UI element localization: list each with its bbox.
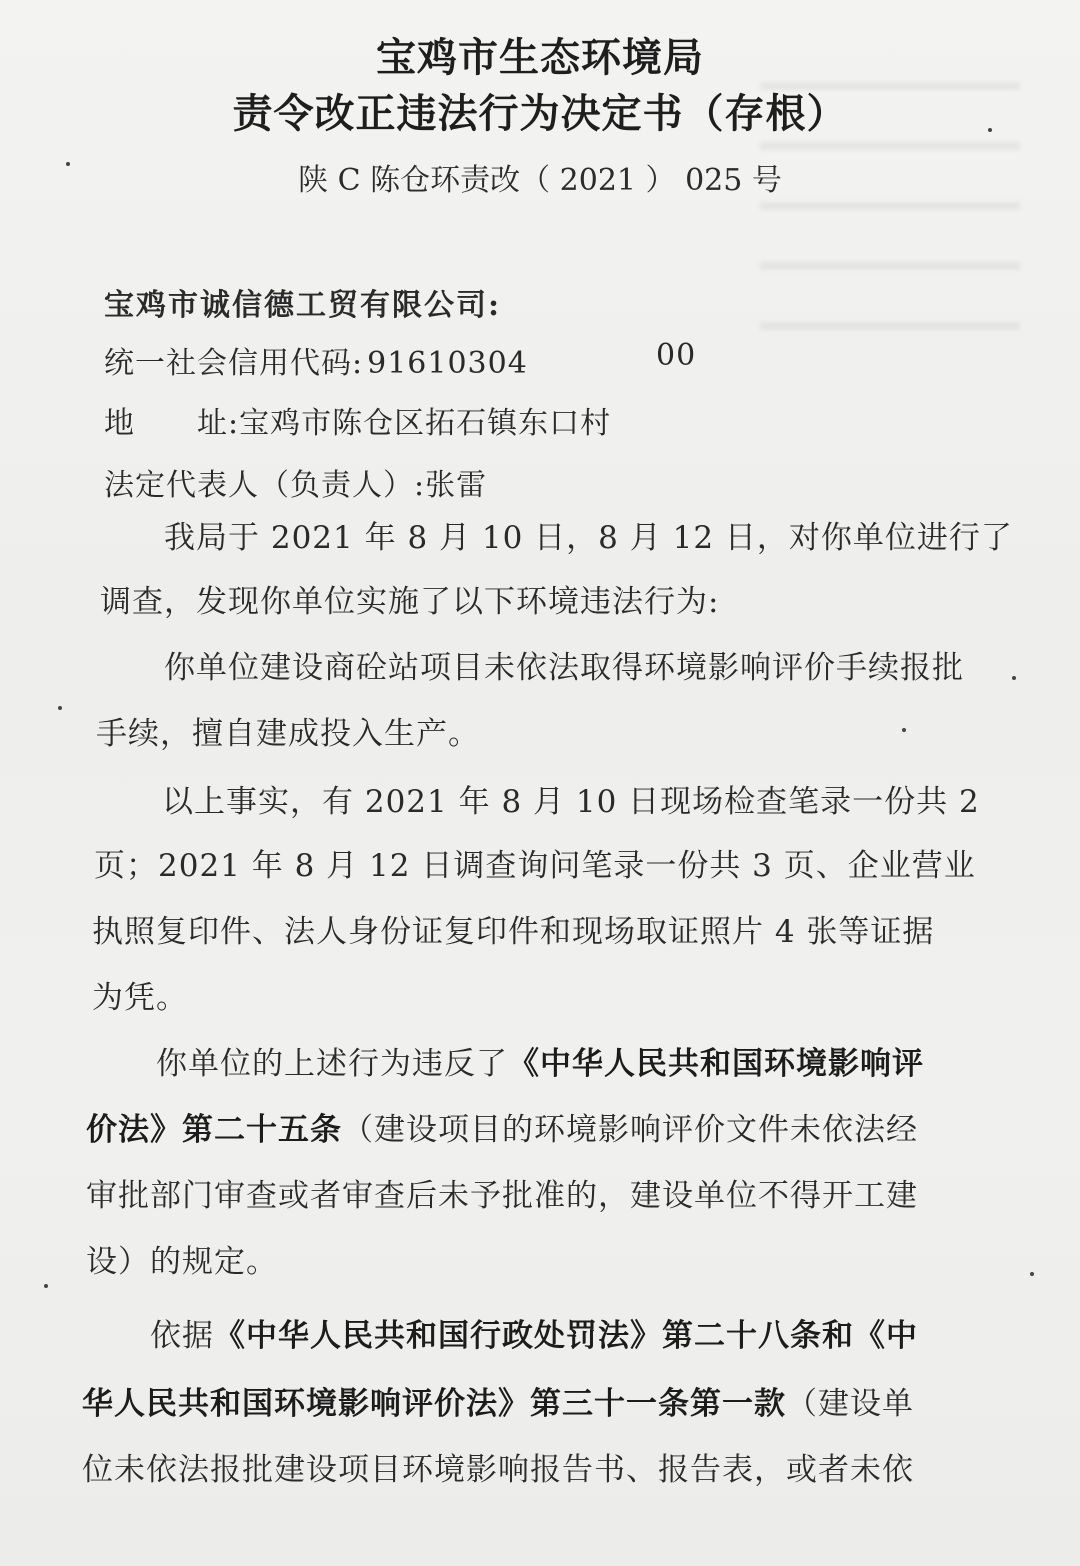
body-line: 审批部门审查或者审查后未予批准的，建设单位不得开工建 (86, 1178, 918, 1214)
body-text: （建设项目的环境影响评价文件未依法经 (342, 1112, 918, 1148)
rep-label: 法定代表人（负责人）: (104, 468, 426, 503)
credit-code-value: 91610304 (367, 346, 528, 381)
law-citation: 《中华人民共和国环境影响评 (508, 1046, 924, 1082)
speck-mark (44, 1284, 48, 1288)
credit-code-label: 统一社会信用代码: (104, 346, 364, 381)
body-line: 你单位建设商砼站项目未依法取得环境影响评价手续报批 (164, 650, 964, 686)
address-label-part2: 址: (197, 406, 240, 441)
body-text: 依据 (150, 1318, 214, 1354)
body-line: 调查，发现你单位实施了以下环境违法行为: (100, 584, 720, 620)
credit-code-tail: 00 (656, 338, 697, 373)
party-address (104, 398, 611, 442)
speck-mark (66, 162, 70, 166)
body-line: 为凭。 (92, 980, 188, 1016)
party-credit-code (104, 338, 697, 382)
body-line: 页；2021 年 8 月 12 日调查询问笔录一份共 3 页、企业营业 (94, 848, 976, 884)
body-line: 位未依法报批建设项目环境影响报告书、报告表，或者未依 (82, 1452, 914, 1488)
address-label-part1: 地 (104, 406, 135, 441)
body-line: 执照复印件、法人身份证复印件和现场取证照片 4 张等证据 (92, 914, 935, 950)
speck-mark (1012, 676, 1016, 680)
body-line: 设）的规定。 (86, 1244, 278, 1280)
body-line (86, 1104, 918, 1149)
agency-title: 宝鸡市生态环境局 (376, 34, 704, 81)
body-line: 手续，擅自建成投入生产。 (96, 716, 480, 752)
document-title: 责令改正违法行为决定书（存根） (232, 90, 848, 137)
party-company-name: 宝鸡市诚信德工贸有限公司: (104, 288, 502, 323)
party-legal-representative (104, 460, 487, 504)
body-line (156, 1038, 924, 1083)
speck-mark (902, 728, 906, 732)
speck-mark (58, 706, 62, 710)
speck-mark (1030, 1272, 1034, 1276)
body-line (150, 1310, 918, 1355)
body-text: （建设单 (786, 1386, 914, 1422)
law-citation: 华人民共和国环境影响评价法》第三十一条第一款 (82, 1386, 786, 1422)
speck-mark (988, 128, 992, 132)
body-line: 以上事实，有 2021 年 8 月 10 日现场检查笔录一份共 2 (162, 784, 980, 820)
body-text: 你单位的上述行为违反了 (156, 1046, 508, 1082)
body-line: 我局于 2021 年 8 月 10 日，8 月 12 日，对你单位进行了 (164, 520, 1013, 556)
law-citation: 价法》第二十五条 (86, 1112, 342, 1148)
document-number: 陕 C 陈仓环责改（ 2021 ） 025 号 (298, 163, 782, 198)
law-citation: 《中华人民共和国行政处罚法》第二十八条和《中 (214, 1318, 918, 1354)
address-value: 宝鸡市陈仓区拓石镇东口村 (239, 406, 612, 441)
rep-value: 张雷 (425, 468, 488, 503)
body-line (82, 1378, 914, 1423)
